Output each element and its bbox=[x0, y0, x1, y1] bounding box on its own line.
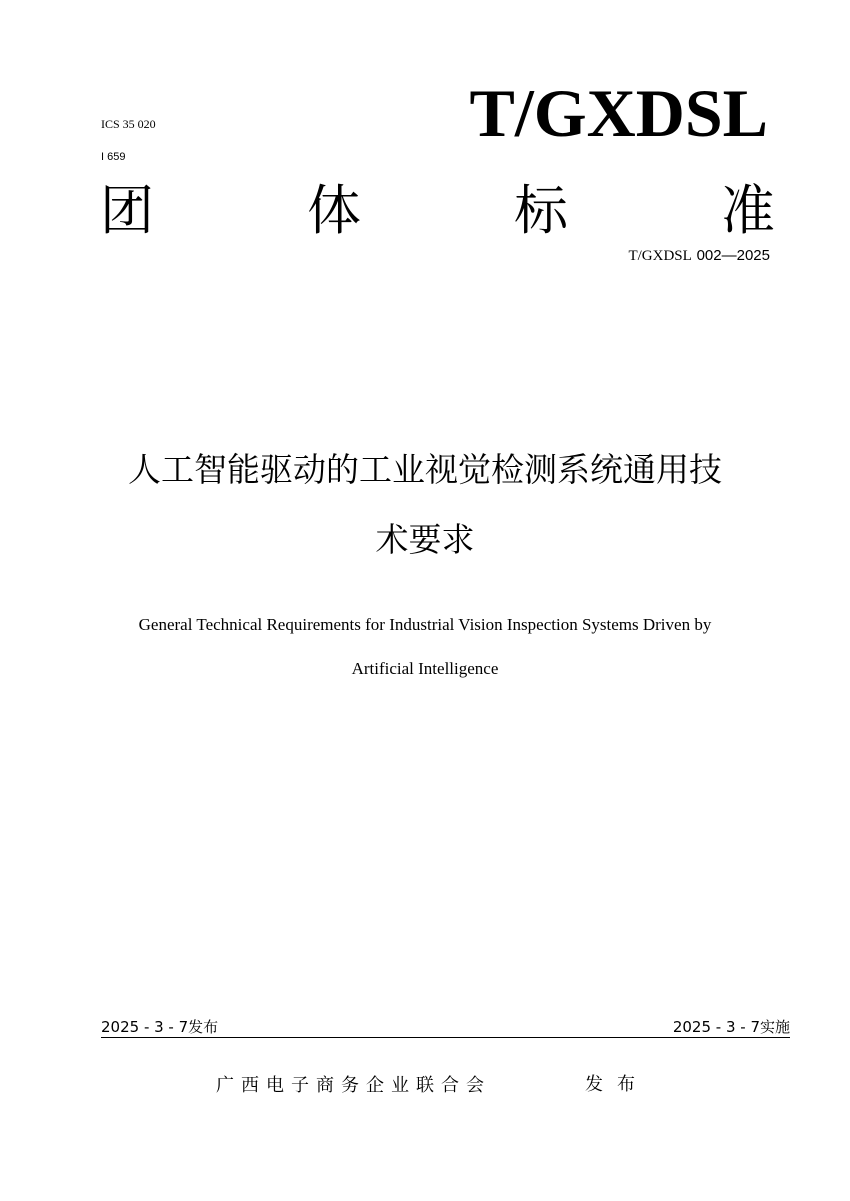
standard-type-char-4: 准 bbox=[721, 179, 775, 242]
implementation-date: 2025 - 3 - 7实施 bbox=[672, 1018, 790, 1036]
standard-type-char-2: 体 bbox=[307, 179, 361, 242]
standard-number-prefix: T/GXDSL bbox=[628, 248, 692, 264]
publish-date: 2025 - 3 - 7发布 bbox=[101, 1018, 219, 1036]
standard-brand-code: T/GXDSL bbox=[469, 75, 768, 151]
title-english-line-1: General Technical Requirements for Industrial Vision Inspection Systems Driven by bbox=[138, 615, 712, 634]
standard-type-char-3: 标 bbox=[514, 179, 568, 242]
title-chinese-line-1: 人工智能驱动的工业视觉检测系统通用技 bbox=[128, 450, 722, 489]
standard-type-heading bbox=[100, 180, 775, 242]
title-english-line-2: Artificial Intelligence bbox=[351, 659, 499, 678]
standard-type-char-1: 团 bbox=[100, 179, 154, 242]
publish-label: 发布 bbox=[585, 1074, 649, 1095]
ics-code: ICS 35 020 bbox=[101, 117, 156, 131]
publisher-name: 广西电子商务企业联合会 bbox=[216, 1075, 491, 1096]
title-chinese-line-2: 术要求 bbox=[375, 520, 475, 559]
standard-number bbox=[500, 246, 770, 265]
ccs-code: I 659 bbox=[101, 151, 126, 163]
footer-divider bbox=[101, 1037, 790, 1038]
standard-number-value: 002—2025 bbox=[696, 247, 770, 264]
